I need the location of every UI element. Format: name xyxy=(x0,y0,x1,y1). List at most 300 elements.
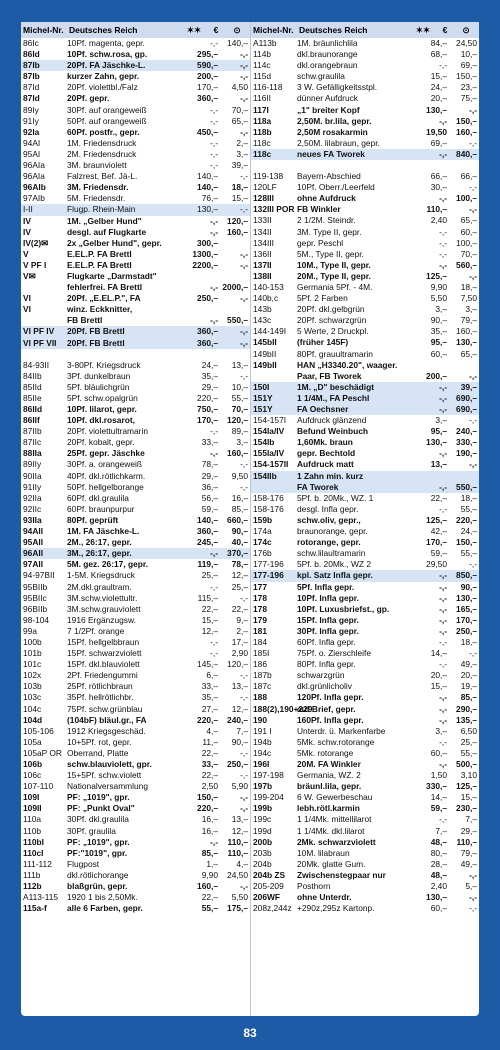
item-description: Zwischenstegpaar nur xyxy=(297,869,386,880)
price-used: 12,– xyxy=(231,570,248,581)
price-mint: 24,– xyxy=(201,359,218,370)
price-mint: 7,– xyxy=(435,825,447,836)
item-description: 25Pf. gepr. Jäschke xyxy=(67,448,145,459)
item-number: 103c xyxy=(23,692,42,703)
price-mint: -,- xyxy=(439,659,447,670)
price-mint: 160,– xyxy=(197,881,218,892)
item-description: 1920 1 bis 2,50Mk. xyxy=(67,892,138,903)
price-used: 370,– xyxy=(227,548,248,559)
listing-row xyxy=(251,282,479,293)
price-mint: 95,– xyxy=(430,426,447,437)
listing-row xyxy=(251,792,479,803)
listing-row xyxy=(251,548,479,559)
listing-row xyxy=(21,182,250,193)
price-mint: 13,– xyxy=(430,459,447,470)
price-used: -,- xyxy=(469,370,477,381)
price-mint: 16,– xyxy=(201,825,218,836)
listing-row xyxy=(21,49,250,60)
price-used: 70,– xyxy=(231,104,248,115)
listing-row xyxy=(251,770,479,781)
price-mint: 24,– xyxy=(430,82,447,93)
price-mint: 22,– xyxy=(430,492,447,503)
item-number: 174c xyxy=(253,537,272,548)
item-description: 20Pf. violettbl./Falz xyxy=(67,82,138,93)
listing-row xyxy=(251,60,479,71)
item-description: Aufdruck glänzend xyxy=(297,415,367,426)
price-mint: 30,– xyxy=(430,182,447,193)
price-mint: 2,40 xyxy=(430,215,447,226)
item-number: 94AII xyxy=(23,526,44,537)
listing-row xyxy=(21,293,250,304)
price-used: 110,– xyxy=(456,836,477,847)
item-number: 114b xyxy=(253,49,272,60)
item-description: 10M., Type II, gepr. xyxy=(297,259,371,270)
price-mint: -,- xyxy=(439,60,447,71)
price-mint: -,- xyxy=(439,703,447,714)
item-number: 98-104 xyxy=(23,614,50,625)
item-number: 106b xyxy=(23,759,43,769)
listing-row xyxy=(21,526,250,537)
item-description: Flugkarte „Darmstadt" xyxy=(67,270,157,281)
item-description: 5Pf. b. 20Mk., WZ 2 xyxy=(297,559,372,570)
item-number: 151Y xyxy=(253,404,273,414)
item-description: 1M. „Gelber Hund" xyxy=(67,215,142,226)
item-description: 60Pf. Infla gepr. xyxy=(297,636,356,647)
listing-row xyxy=(251,748,479,759)
price-mint: 130,– xyxy=(426,104,447,115)
price-used: -,- xyxy=(240,770,248,781)
item-number: 133II xyxy=(253,215,272,226)
listing-row xyxy=(251,71,479,82)
price-used: 550,– xyxy=(456,481,477,492)
price-used: 49,– xyxy=(460,858,477,869)
price-mint: 20,– xyxy=(430,670,447,681)
listing-row xyxy=(251,626,479,637)
price-used: 3,– xyxy=(236,148,248,159)
price-mint: 33,– xyxy=(201,437,218,448)
item-number: 94AI xyxy=(23,137,41,148)
price-used: 3,– xyxy=(236,437,248,448)
item-description: 20Pf. dkl.gelbgrün xyxy=(297,304,365,315)
item-number: 144-149I xyxy=(253,326,287,337)
item-description: Aufdruck matt xyxy=(297,459,354,470)
item-number: 85IIe xyxy=(23,392,42,403)
item-description: fehlerfrei. FA Brettl xyxy=(67,282,143,293)
price-mint: -,- xyxy=(439,193,447,204)
price-mint: 295,– xyxy=(197,49,218,60)
price-used: -,- xyxy=(240,248,248,259)
item-description: 20Pf. FA Jäschke-L. xyxy=(67,60,146,71)
listing-row xyxy=(251,193,479,204)
price-mint: 55,– xyxy=(201,903,218,914)
price-used: 165,– xyxy=(456,603,477,614)
item-description: 2x „Gelber Hund", gepr. xyxy=(67,237,162,248)
header-nr: Michel-Nr. xyxy=(23,25,64,35)
listing-row xyxy=(21,748,250,759)
price-mint: 6,– xyxy=(206,670,218,681)
column-header xyxy=(251,22,479,38)
item-description: 10Pf. schw.rosa, gp. xyxy=(67,49,148,60)
price-mint: -,- xyxy=(210,226,218,237)
price-used: -,- xyxy=(469,892,477,903)
item-description: desgl. auf Flugkarte xyxy=(67,226,147,237)
listing-row xyxy=(21,38,250,49)
listing-row xyxy=(21,426,250,437)
item-number: 128III xyxy=(253,193,274,204)
item-description: 1M. FA Jäschke-L. xyxy=(67,526,140,537)
item-description: bräunl.lila, gepr. xyxy=(297,781,362,792)
listing-row xyxy=(21,338,250,349)
item-description: E.EL.P. FA Brettl xyxy=(67,248,132,259)
item-number: 93IIa xyxy=(23,514,42,525)
item-number: 101c xyxy=(23,659,42,670)
price-mint: 130,– xyxy=(426,892,447,903)
listing-row xyxy=(251,704,479,715)
listing-row xyxy=(21,304,250,315)
price-used: 90,– xyxy=(460,581,477,592)
item-description: schw.graulila xyxy=(297,71,345,82)
listing-row xyxy=(21,326,250,337)
listing-row xyxy=(251,537,479,548)
price-used: 3,10 xyxy=(460,770,477,781)
item-number: A113b xyxy=(253,38,277,48)
price-mint: 200,– xyxy=(426,370,447,381)
listing-row xyxy=(21,437,250,448)
price-used: 150,– xyxy=(456,115,477,126)
price-mint: 170,– xyxy=(197,82,218,93)
item-number: 154Ia/IV xyxy=(253,426,285,437)
price-mint: -,- xyxy=(439,248,447,259)
price-mint: 15,– xyxy=(201,614,218,625)
listing-row xyxy=(251,726,479,737)
price-mint: 59,– xyxy=(430,548,447,559)
listing-row xyxy=(21,593,250,604)
price-mint: 95,– xyxy=(430,337,447,348)
listing-row xyxy=(251,903,479,914)
item-number: 120LF xyxy=(253,182,277,193)
price-used: -,- xyxy=(240,293,248,304)
listing-row xyxy=(21,238,250,249)
item-description: 3Pf. dunkelbraun xyxy=(67,370,131,381)
listing-row xyxy=(21,271,250,282)
price-used: 24,50 xyxy=(456,38,477,48)
price-used: 39,– xyxy=(460,381,477,392)
price-used: 29,– xyxy=(460,825,477,836)
price-mint: 85,– xyxy=(201,847,218,858)
price-used: 690,– xyxy=(456,392,477,403)
price-used: 160,– xyxy=(456,126,477,137)
item-number: 89IIy xyxy=(23,459,42,470)
price-mint: -,- xyxy=(439,636,447,647)
price-mint: 4,– xyxy=(206,725,218,736)
price-mint: 19,50 xyxy=(426,126,447,137)
item-number: V PF I xyxy=(23,259,47,270)
price-used: 65,– xyxy=(460,215,477,226)
item-number xyxy=(23,315,67,326)
price-mint: -,- xyxy=(210,426,218,437)
price-mint: 66,– xyxy=(430,171,447,182)
price-used: -,- xyxy=(240,792,248,803)
listing-row xyxy=(251,426,479,437)
price-mint: 35,– xyxy=(201,370,218,381)
price-mint: 140,– xyxy=(197,182,218,193)
listing-row xyxy=(251,238,479,249)
price-mint: 12,– xyxy=(201,625,218,636)
item-number: 197b xyxy=(253,781,273,792)
item-number: 151Y xyxy=(253,392,273,403)
price-mint: 110,– xyxy=(426,204,447,215)
price-mint: -,- xyxy=(439,603,447,614)
item-number: 87Ib xyxy=(23,60,40,71)
listing-row xyxy=(21,881,250,892)
item-number: 103b xyxy=(23,681,42,692)
listing-row xyxy=(251,504,479,515)
item-description: 3-80Pf. Kriegsdruck xyxy=(67,359,141,370)
price-used: 6,50 xyxy=(460,725,477,736)
page-number: 83 xyxy=(243,1026,257,1040)
price-used: 240,– xyxy=(456,426,477,437)
item-number: 134II xyxy=(253,226,272,237)
price-mint: 5,50 xyxy=(430,293,447,304)
listing-row xyxy=(21,171,250,182)
price-mint: 1300,– xyxy=(192,248,218,259)
price-mint: 22,– xyxy=(201,892,218,903)
item-description: 5Pf. b. 20Mk., WZ. 1 xyxy=(297,492,374,503)
price-mint: -,- xyxy=(210,282,218,293)
item-description: winz. Eckknitter, xyxy=(67,304,133,315)
price-used: 110,– xyxy=(227,836,248,847)
price-used: 5,50 xyxy=(231,892,248,903)
price-mint: 29,– xyxy=(201,470,218,481)
listing-row xyxy=(21,260,250,271)
price-used: -,- xyxy=(469,182,477,193)
listing-row xyxy=(251,326,479,337)
item-number: IV(2)✉ xyxy=(23,237,49,248)
price-mint: 9,90 xyxy=(201,869,218,880)
item-description: 50Pf. auf orangeweiß xyxy=(67,115,147,126)
item-description: 2,50M. br.lila, gepr. xyxy=(297,115,372,126)
price-mint: 145,– xyxy=(197,659,218,670)
listing-row xyxy=(21,393,250,404)
price-used: 22,– xyxy=(231,603,248,614)
item-number: 110b xyxy=(23,825,42,836)
listing-row xyxy=(251,459,479,470)
listing-row xyxy=(251,881,479,892)
price-mint: 33,– xyxy=(201,759,218,769)
item-number: 138II xyxy=(253,270,272,281)
item-number: 200b xyxy=(253,836,273,847)
item-number xyxy=(23,282,67,293)
price-used: 40,– xyxy=(231,537,248,548)
price-mint: 2,40 xyxy=(430,881,447,892)
listing-row xyxy=(251,648,479,659)
item-description: PF: „1019", gpr. xyxy=(67,836,130,847)
price-used: 66,– xyxy=(460,171,477,182)
item-number: IV xyxy=(23,215,31,226)
price-used: 850,– xyxy=(456,570,477,581)
listing-row xyxy=(251,681,479,692)
price-used: 125,– xyxy=(456,781,477,792)
item-description: 2,50M. lilabraun, gepr. xyxy=(297,137,380,148)
price-mint: 9,90 xyxy=(430,281,447,292)
item-description: 20Pf. FB Brettl xyxy=(67,326,125,337)
item-number: 88IIa xyxy=(23,448,42,459)
price-mint: 27,– xyxy=(201,703,218,714)
item-description: „1" breiter Kopf xyxy=(297,104,360,115)
price-used: 24,– xyxy=(460,526,477,537)
item-description: alle 6 Farben, gepr. xyxy=(67,903,143,914)
listing-row xyxy=(21,759,250,770)
listing-row xyxy=(251,659,479,670)
item-description: 15Pf. dkl.blauviolett xyxy=(67,659,140,670)
item-description: Befund Weinbuch xyxy=(297,426,369,437)
price-mint: -,- xyxy=(439,714,447,725)
item-description: ohne Unterdr. xyxy=(297,892,352,903)
item-number: 89Iy xyxy=(23,104,39,115)
listing-row xyxy=(21,803,250,814)
price-mint: 2,50 xyxy=(201,781,218,792)
price-used: 12,– xyxy=(231,825,248,836)
price-used: 20,– xyxy=(460,670,477,681)
header-title: Deutsches Reich xyxy=(299,25,368,35)
listing-row xyxy=(21,382,250,393)
item-number: 143b xyxy=(253,304,272,315)
item-description: 1-5M. Kriegsdruck xyxy=(67,570,135,581)
price-used: -,- xyxy=(240,881,248,892)
listing-row xyxy=(21,726,250,737)
item-number: 118c xyxy=(253,148,272,159)
item-number: 204b ZS xyxy=(253,869,286,880)
price-used: 840,– xyxy=(456,148,477,159)
item-number: 116II xyxy=(253,93,272,104)
header-euro: € xyxy=(442,25,448,35)
item-number: 86Id xyxy=(23,49,40,60)
item-description: PF:"1019", gpr. xyxy=(67,847,128,858)
price-used xyxy=(218,271,248,282)
item-number: 96AIa xyxy=(23,171,45,182)
listing-row xyxy=(21,471,250,482)
price-used: 10,– xyxy=(460,49,477,60)
item-number: 149bII xyxy=(253,348,277,359)
price-mint: 140,– xyxy=(197,171,218,182)
item-description: 80Pf. geprüft xyxy=(67,514,119,525)
price-mint: 360,– xyxy=(197,93,218,104)
price-mint: 29,50 xyxy=(426,559,447,570)
item-number: 188 xyxy=(253,692,267,703)
price-mint: -,- xyxy=(210,38,218,48)
price-mint: 69,– xyxy=(430,137,447,148)
item-number: 118b xyxy=(253,126,272,137)
item-description: 2,50M rosakarmin xyxy=(297,126,368,137)
listing-row xyxy=(251,515,479,526)
price-mint: 220,– xyxy=(197,803,218,814)
listing-row xyxy=(21,770,250,781)
item-number: 96AII xyxy=(23,548,44,559)
price-mint: -,- xyxy=(439,570,447,581)
item-number xyxy=(253,482,297,493)
item-number: 188(2),190+229 xyxy=(253,703,313,714)
item-number: 97AII xyxy=(23,559,44,570)
price-mint: -,- xyxy=(439,503,447,514)
item-number: 91Iy xyxy=(23,115,39,126)
price-mint: 125,– xyxy=(426,270,447,281)
listing-row xyxy=(251,337,479,348)
price-used: 78,– xyxy=(231,559,248,570)
item-number: 85IId xyxy=(23,381,42,392)
price-used: 2,– xyxy=(236,625,248,636)
price-mint: 60,– xyxy=(430,348,447,359)
price-mint: -,- xyxy=(210,104,218,115)
price-used: 550,– xyxy=(227,315,248,326)
item-description: 10+5Pf. rot, gepr. xyxy=(67,736,132,747)
item-number: 154-157I xyxy=(253,415,287,426)
item-description: 30Pf. graulila xyxy=(67,825,116,836)
price-mint: -,- xyxy=(439,759,447,769)
item-description: 60Pf. dkl.graulila xyxy=(67,492,129,503)
price-mint xyxy=(182,271,218,282)
price-used: 13,– xyxy=(231,359,248,370)
price-mint: 170,– xyxy=(197,415,218,426)
item-number: 154-157II xyxy=(253,459,289,470)
price-used: -,- xyxy=(469,104,477,115)
price-mint: 150,– xyxy=(197,792,218,803)
item-description: 1,60Mk. braun xyxy=(297,437,353,448)
listing-row xyxy=(251,715,479,726)
listing-row xyxy=(251,437,479,448)
item-number: 86IIf xyxy=(23,415,40,426)
item-number: 90IIa xyxy=(23,470,42,481)
item-number: 206WF xyxy=(253,892,280,903)
item-number: 187b xyxy=(253,670,272,681)
item-description: PF: „Punkt Oval" xyxy=(67,803,135,814)
item-number: 96AIb xyxy=(23,182,46,193)
price-mint: -,- xyxy=(439,392,447,403)
listing-row xyxy=(251,116,479,127)
listing-row xyxy=(21,659,250,670)
price-mint: 450,– xyxy=(197,126,218,137)
price-used: -,- xyxy=(240,60,248,71)
listing-row xyxy=(21,360,250,371)
item-number: 105-106 xyxy=(23,725,54,736)
item-description: kpl. Satz Infla gepr. xyxy=(297,570,373,581)
price-used: -,- xyxy=(469,869,477,880)
price-mint: 22,– xyxy=(201,747,218,758)
price-mint: -,- xyxy=(210,448,218,459)
item-description: 15Pf. Infla gepr. xyxy=(297,614,359,625)
item-number: 179 xyxy=(253,614,267,625)
item-description: FA Tworek xyxy=(297,481,339,492)
listing-row xyxy=(251,781,479,792)
item-number: 119-138 xyxy=(253,171,284,182)
listing-row xyxy=(21,82,250,93)
listing-row xyxy=(21,859,250,870)
header-used: ⊙ xyxy=(233,25,241,35)
price-mint: 60,– xyxy=(430,903,447,914)
price-used: 85,– xyxy=(460,692,477,703)
item-description: Flugp. Rhein-Main xyxy=(67,204,136,215)
listing-row xyxy=(21,715,250,726)
item-description: 3M. Friedensdr. xyxy=(67,182,129,193)
catalog-page xyxy=(21,22,479,1016)
price-used: 24,50 xyxy=(227,869,248,880)
listing-row xyxy=(21,570,250,581)
price-mint: -,- xyxy=(210,836,218,847)
item-number: 92Ia xyxy=(23,126,40,137)
item-description: 1912 Kriegsgeschäd. xyxy=(67,725,146,736)
item-number: 181 xyxy=(253,625,267,636)
listing-row xyxy=(251,249,479,260)
item-number: 184 xyxy=(253,636,267,647)
